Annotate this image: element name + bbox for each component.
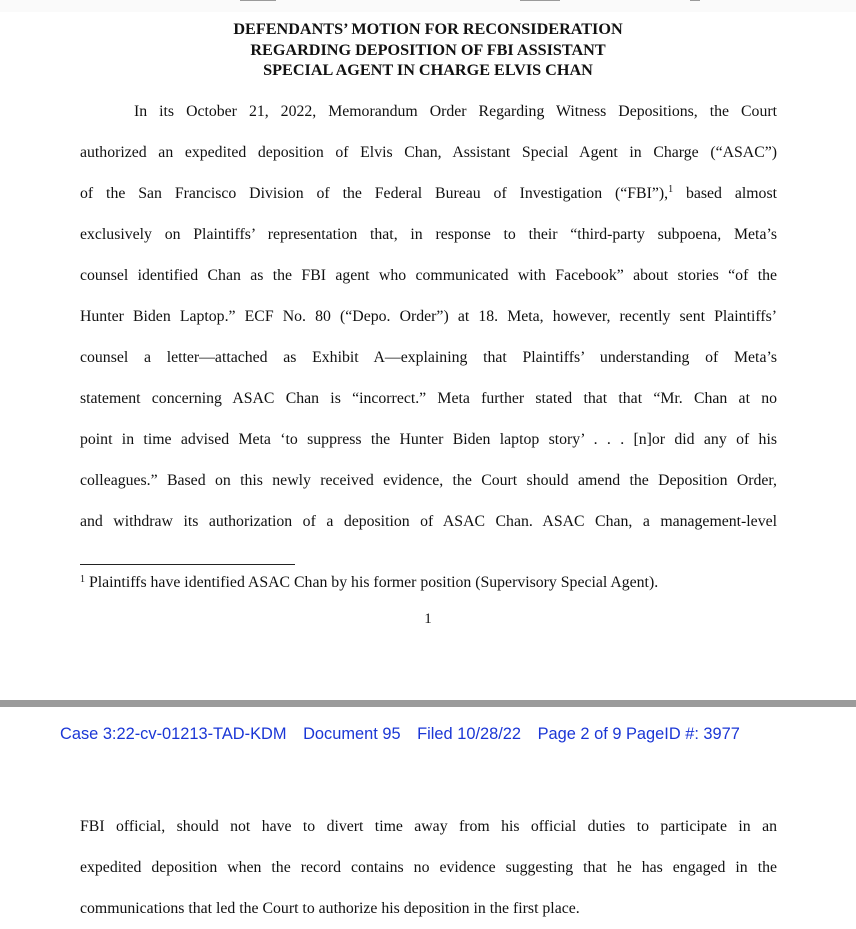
body-line: exclusively on Plaintiffs’ representation that, in response to their “third-party subpoena, Meta’s (80, 226, 777, 243)
viewer-tick (690, 0, 700, 1)
viewer-tick (520, 0, 560, 1)
case-number: Case 3:22-cv-01213-TAD-KDM (60, 725, 287, 743)
filed-date: Filed 10/28/22 (417, 725, 522, 743)
body-line: and withdraw its authorization of a deposition of ASAC Chan. ASAC Chan, a management-level (80, 513, 777, 530)
page-number: 1 (424, 611, 432, 627)
body-line: expedited deposition when the record contains no evidence suggesting that he has engaged in the (80, 859, 777, 876)
body-line: Hunter Biden Laptop.” ECF No. 80 (“Depo. Order”) at 18. Meta, however, recently sent Plaintiffs’ (80, 308, 777, 325)
body-line: point in time advised Meta ‘to suppress the Hunter Biden laptop story’ . . . [n]or did any of his (80, 431, 777, 448)
ecf-header (60, 725, 752, 744)
body-line: counsel a letter—attached as Exhibit A—explaining that Plaintiffs’ understanding of Meta’s (80, 349, 777, 366)
footnote-marker: 1 (80, 574, 85, 585)
page-id: Page 2 of 9 PageID #: 3977 (537, 725, 740, 743)
body-line: counsel identified Chan as the FBI agent who communicated with Facebook” about stories “of the (80, 267, 777, 284)
body-paragraph-page-2 (80, 806, 777, 929)
body-line: In its October 21, 2022, Memorandum Order Regarding Witness Depositions, the Court (134, 103, 777, 120)
page-divider (0, 700, 856, 707)
footnote-ref-marker[interactable]: 1 (668, 184, 674, 195)
footnote-divider (80, 564, 295, 565)
body-line: statement concerning ASAC Chan is “incorrect.” Meta further stated that that “Mr. Chan at no (80, 390, 777, 407)
body-line: FBI official, should not have to divert time away from his official duties to participate in an (80, 818, 777, 835)
document-number: Document 95 (303, 725, 401, 743)
body-line (80, 173, 777, 214)
body-line: communications that led the Court to authorize his deposition in the first place. (80, 900, 580, 917)
viewer-tick (240, 0, 276, 1)
body-line-segment: based almost (685, 185, 777, 202)
body-line: colleagues.” Based on this newly received evidence, the Court should amend the Deposition Order, (80, 472, 777, 489)
title-line-3: SPECIAL AGENT IN CHARGE ELVIS CHAN (263, 61, 593, 79)
document-title (0, 19, 856, 81)
footnote (80, 571, 658, 595)
title-line-2: REGARDING DEPOSITION OF FBI ASSISTANT (250, 40, 606, 59)
title-line-1: DEFENDANTS’ MOTION FOR RECONSIDERATION (233, 20, 623, 38)
document-page-1 (0, 12, 856, 700)
body-line-segment: of the San Francisco Division of the Federal Bureau of Investigation (“FBI”), (80, 185, 669, 202)
body-paragraph (80, 91, 777, 542)
document-page-2 (0, 707, 856, 919)
footnote-text: Plaintiffs have identified ASAC Chan by his former position (Supervisory Special Agent). (88, 574, 659, 591)
body-line: authorized an expedited deposition of Elvis Chan, Assistant Special Agent in Charge (“ASAC”) (80, 144, 777, 161)
